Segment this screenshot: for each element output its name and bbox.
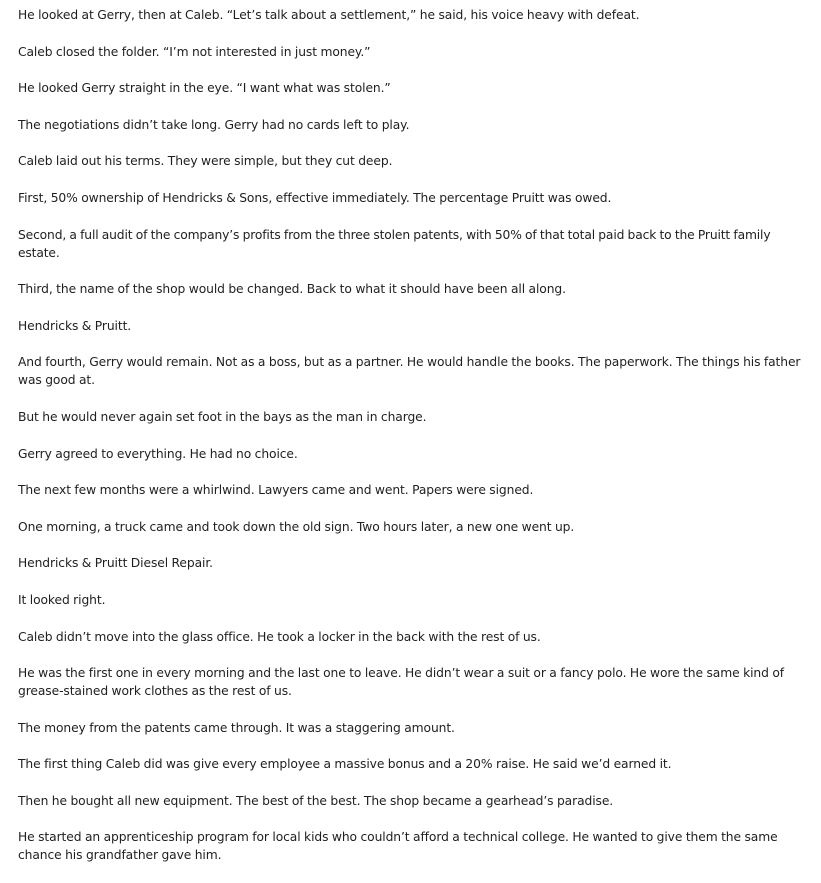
paragraph: Caleb laid out his terms. They were simple, but they cut deep. xyxy=(18,154,393,169)
paragraph: But he would never again set foot in the bays as the man in charge. xyxy=(18,409,427,424)
paragraph: Caleb closed the folder. “I’m not interested in just money.” xyxy=(18,44,371,59)
paragraph: He looked at Gerry, then at Caleb. “Let’s talk about a settlement,” he said, his voice heavy with defeat. xyxy=(18,8,640,22)
paragraph: He started an apprenticeship program for local kids who couldn’t afford a technical college. He wanted to give them the same chance his grandfather gave him. xyxy=(18,830,778,863)
paragraph: Gerry agreed to everything. He had no choice. xyxy=(18,446,298,461)
paragraph: Hendricks & Pruitt Diesel Repair. xyxy=(18,556,213,571)
paragraph: The next few months were a whirlwind. Lawyers came and went. Papers were signed. xyxy=(18,483,534,498)
paragraph: And fourth, Gerry would remain. Not as a boss, but as a partner. He would handle the books. The paperwork. The things his father was good at. xyxy=(18,355,801,388)
paragraph: He was the first one in every morning and the last one to leave. He didn’t wear a suit or a fancy polo. He wore the same kind of grease-stained work clothes as the rest of us. xyxy=(18,666,784,699)
paragraph: Second, a full audit of the company’s profits from the three stolen patents, with 50% of that total paid back to the Pruitt family estate. xyxy=(18,227,771,260)
paragraph: The money from the patents came through. It was a staggering amount. xyxy=(18,720,455,735)
paragraph: Third, the name of the shop would be changed. Back to what it should have been all along. xyxy=(18,282,566,297)
paragraph: First, 50% ownership of Hendricks & Sons, effective immediately. The percentage Pruitt was owed. xyxy=(18,190,612,205)
paragraph: He looked Gerry straight in the eye. “I want what was stolen.” xyxy=(18,81,391,96)
paragraph: One morning, a truck came and took down the old sign. Two hours later, a new one went up. xyxy=(18,519,575,534)
story-text xyxy=(18,6,808,883)
paragraph: Hendricks & Pruitt. xyxy=(18,318,132,333)
paragraph: The first thing Caleb did was give every employee a massive bonus and a 20% raise. He said we’d earned it. xyxy=(18,757,672,772)
paragraph: The negotiations didn’t take long. Gerry had no cards left to play. xyxy=(18,117,410,132)
paragraph: Then he bought all new equipment. The best of the best. The shop became a gearhead’s paradise. xyxy=(18,793,614,808)
paragraph: It looked right. xyxy=(18,592,106,607)
paragraph: Caleb didn’t move into the glass office. He took a locker in the back with the rest of us. xyxy=(18,629,541,644)
